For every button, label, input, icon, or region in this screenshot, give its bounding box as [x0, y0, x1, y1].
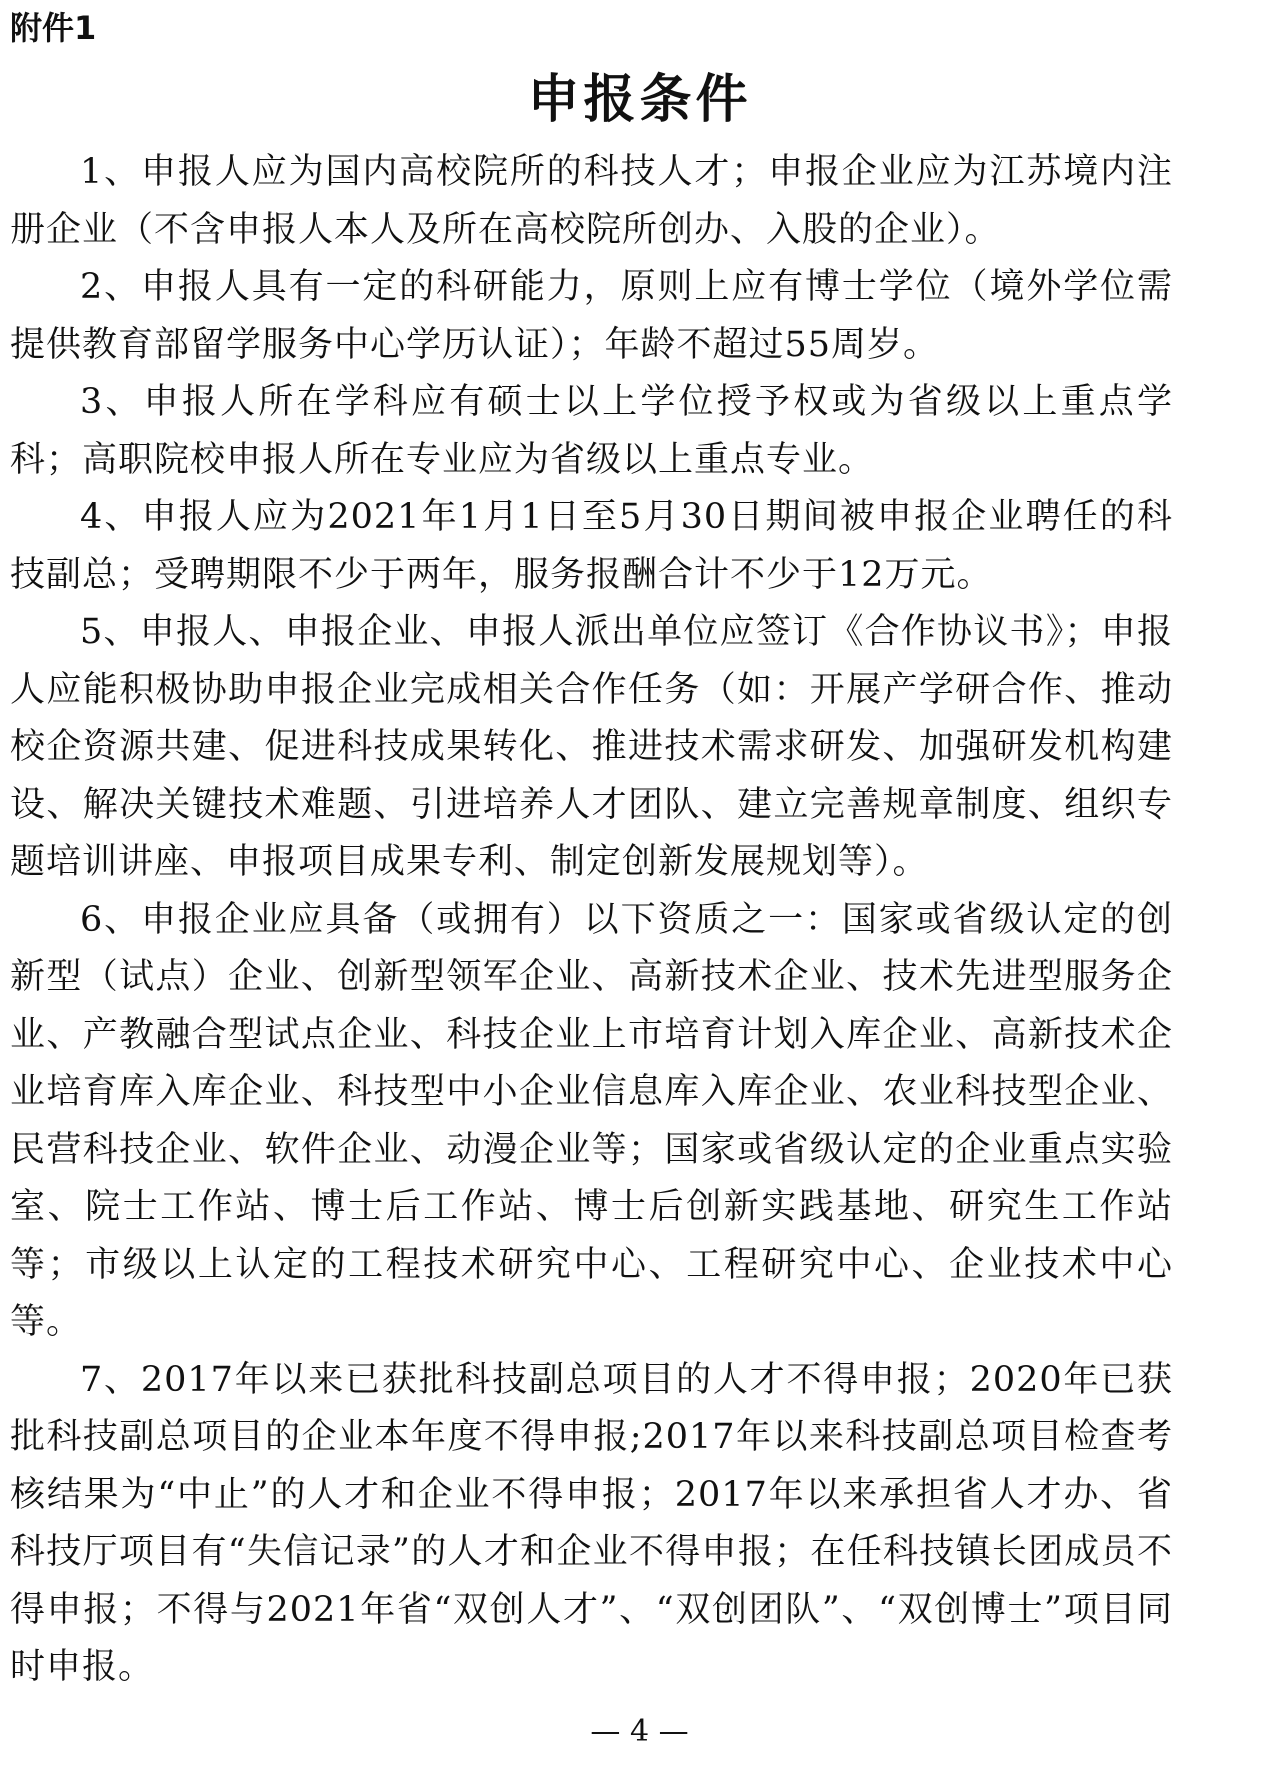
document-body — [10, 144, 1173, 1697]
clause-6: 6、申报企业应具备（或拥有）以下资质之一：国家或省级认定的创新型（试点）企业、创新型领军企业、高新技术企业、技术先进型服务企业、产教融合型试点企业、科技企业上市培育计划入库企业、高新技术企业培育库入库企业、科技型中小企业信息库入库企业、农业科技型企业、民营科技企业、软件企业、动漫企业等；国家或省级认定的企业重点实验室、院士工作站、博士后工作站、博士后创新实践基地、研究生工作站等；市级以上认定的工程技术研究中心、工程研究中心、企业技术中心等。 — [10, 899, 1173, 1342]
attachment-label: 附件1 — [10, 9, 97, 47]
page-number: — 4 — — [590, 1714, 689, 1749]
document-title: 申报条件 — [527, 70, 752, 130]
clause-1: 1、申报人应为国内高校院所的科技人才；申报企业应为江苏境内注册企业（不含申报人本人及所在高校院所创办、入股的企业）。 — [10, 152, 1173, 250]
clause-2: 2、申报人具有一定的科研能力，原则上应有博士学位（境外学位需提供教育部留学服务中心学历认证）；年龄不超过55周岁。 — [10, 267, 1173, 365]
clause-4: 4、申报人应为2021年1月1日至5月30日期间被申报企业聘任的科技副总；受聘期限不少于两年，服务报酬合计不少于12万元。 — [10, 497, 1173, 595]
clause-5: 5、申报人、申报企业、申报人派出单位应签订《合作协议书》；申报人应能积极协助申报企业完成相关合作任务（如：开展产学研合作、推动校企资源共建、促进科技成果转化、推进技术需求研发、加强研发机构建设、解决关键技术难题、引进培养人才团队、建立完善规章制度、组织专题培训讲座、申报项目成果专利、制定创新发展规划等）。 — [10, 612, 1173, 882]
clause-3: 3、申报人所在学科应有硕士以上学位授予权或为省级以上重点学科；高职院校申报人所在专业应为省级以上重点专业。 — [10, 382, 1173, 480]
clause-7: 7、2017年以来已获批科技副总项目的人才不得申报；2020年已获批科技副总项目的企业本年度不得申报;2017年以来科技副总项目检查考核结果为“中止”的人才和企业不得申报；2017年以来承担省人才办、省科技厅项目有“失信记录”的人才和企业不得申报；在任科技镇长团成员不得申报；不得与2021年省“双创人才”、“双创团队”、“双创博士”项目同时申报。 — [10, 1359, 1173, 1687]
